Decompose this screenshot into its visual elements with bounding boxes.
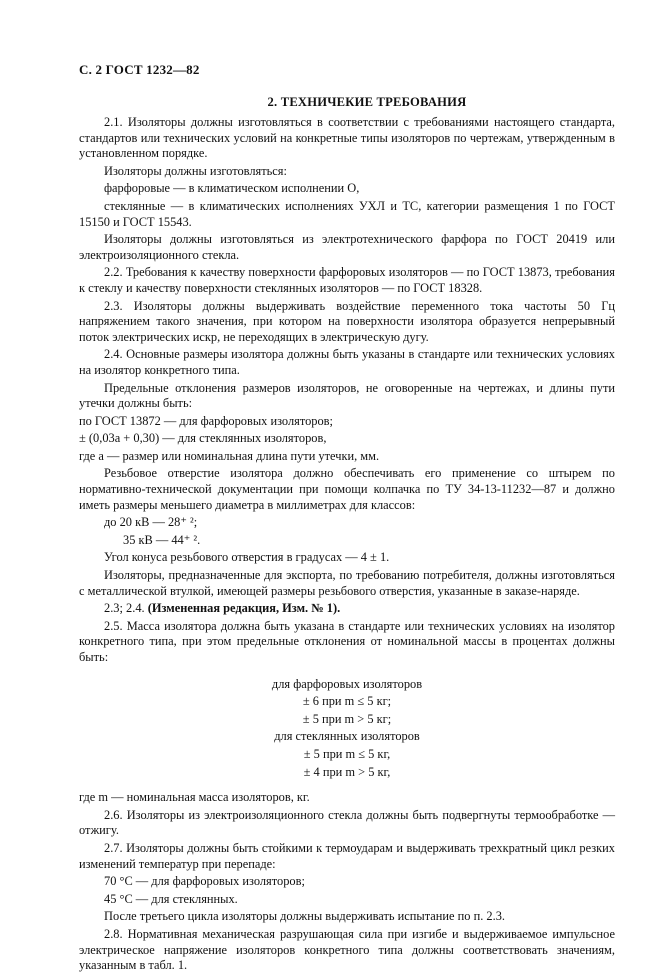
paragraph: Резьбовое отверстие изолятора должно обеспечивать его применение со штырем по нормативно-технической документации при помощи колпачка по ТУ 34-13-11232—87 и должно иметь размеры меньшего диаметра в миллиметрах для классов: (79, 466, 615, 512)
amendment-text: (Измененная редакция, Изм. № 1). (147, 601, 341, 616)
paragraph: ± (0,03а + 0,30) — для стеклянных изоляторов, (79, 431, 327, 446)
paragraph-2-2: 2.2. Требования к качеству поверхности фарфоровых изоляторов — по ГОСТ 13873, требования к стеклу и качеству поверхности стеклянных изоляторов — по ГОСТ 18328. (79, 265, 615, 295)
section-title: 2. ТЕХНИЧЕКИЕ ТРЕБОВАНИЯ (267, 95, 467, 109)
amendment-ref: 2.3; 2.4. (104, 601, 145, 616)
centered-line: ± 4 при m > 5 кг, (303, 764, 391, 779)
paragraph-2-7: 2.7. Изоляторы должны быть стойкими к термоударам и выдерживать трехкратный цикл резких изменений температур при перепаде: (79, 840, 615, 871)
paragraph: Предельные отклонения размеров изоляторов, не оговоренные на чертежах, и длины пути утечки должны быть: (79, 380, 615, 411)
paragraph: фарфоровые — в климатическом исполнении О, (104, 181, 360, 196)
paragraph: Угол конуса резьбового отверстия в градусах — 4 ± 1. (104, 550, 390, 565)
spacer (79, 782, 615, 790)
paragraph: 45 °С — для стеклянных. (104, 891, 238, 906)
centered-line: ± 5 при m > 5 кг; (302, 711, 392, 726)
paragraph-2-6: 2.6. Изоляторы из электроизоляционного стекла должны быть подвергнуты термообработке — отжигу. (79, 807, 615, 838)
document-body (79, 115, 615, 976)
paragraph: Изоляторы должны изготовляться из электротехнического фарфора по ГОСТ 20419 или электроизоляционного стекла. (79, 232, 615, 262)
paragraph: где а — размер или номинальная длина пути утечки, мм. (79, 448, 380, 463)
paragraph-2-4: 2.4. Основные размеры изолятора должны быть указаны в стандарте или технических условиях на изолятор конкретного типа. (79, 347, 615, 377)
centered-line: ± 5 при m ≤ 5 кг, (303, 746, 391, 761)
paragraph-2-5: 2.5. Масса изолятора должна быть указана в стандарте или технических условиях на изолятор конкретного типа, при этом предельные отклонения от номинальной массы в процентах должны быть: (79, 618, 615, 664)
paragraph: по ГОСТ 13872 — для фарфоровых изоляторов; (79, 413, 333, 428)
paragraph: Изоляторы должны изготовляться: (104, 163, 287, 178)
paragraph-2-1: 2.1. Изоляторы должны изготовляться в соответствии с требованиями настоящего стандарта, стандартов или технических условий на конкретные типы изоляторов по чертежам, утвержденным в установленном порядке. (79, 115, 615, 161)
centered-line: для фарфоровых изоляторов (271, 676, 423, 691)
paragraph: где m — номинальная масса изоляторов, кг. (79, 790, 310, 805)
paragraph: После третьего цикла изоляторы должны выдерживать испытание по п. 2.3. (104, 909, 505, 924)
centered-line: ± 6 при m ≤ 5 кг; (302, 694, 392, 709)
paragraph: до 20 кВ — 28⁺ ²; (104, 515, 198, 530)
paragraph: 35 кВ — 44⁺ ². (123, 532, 201, 547)
page-header: С. 2 ГОСТ 1232—82 (79, 62, 200, 77)
spacer (79, 668, 615, 677)
amendment-note (79, 601, 615, 617)
paragraph-2-3: 2.3. Изоляторы должны выдерживать воздействие переменного тока частоты 50 Гц напряжением такого значения, при котором на поверхности изолятора образуется непрерывный поток электрических искр, не переходящих в электрическую дугу. (79, 298, 615, 344)
paragraph-2-8: 2.8. Нормативная механическая разрушающая сила при изгибе и выдерживаемое импульсное электрическое напряжение изоляторов конкретного типа должны соответствовать значениям, указанным в табл. 1. (79, 926, 615, 973)
paragraph: 70 °С — для фарфоровых изоляторов; (104, 874, 305, 889)
paragraph: стеклянные — в климатических исполнениях УХЛ и ТС, категории размещения 1 по ГОСТ 15150 и ГОСТ 15543. (79, 198, 615, 229)
centered-line: для стеклянных изоляторов (274, 729, 420, 744)
paragraph: Изоляторы, предназначенные для экспорта, по требованию потребителя, должны изготовляться с металлической втулкой, имеющей размеры резьбового отверстия, указанные в заказе-наряде. (79, 568, 615, 598)
